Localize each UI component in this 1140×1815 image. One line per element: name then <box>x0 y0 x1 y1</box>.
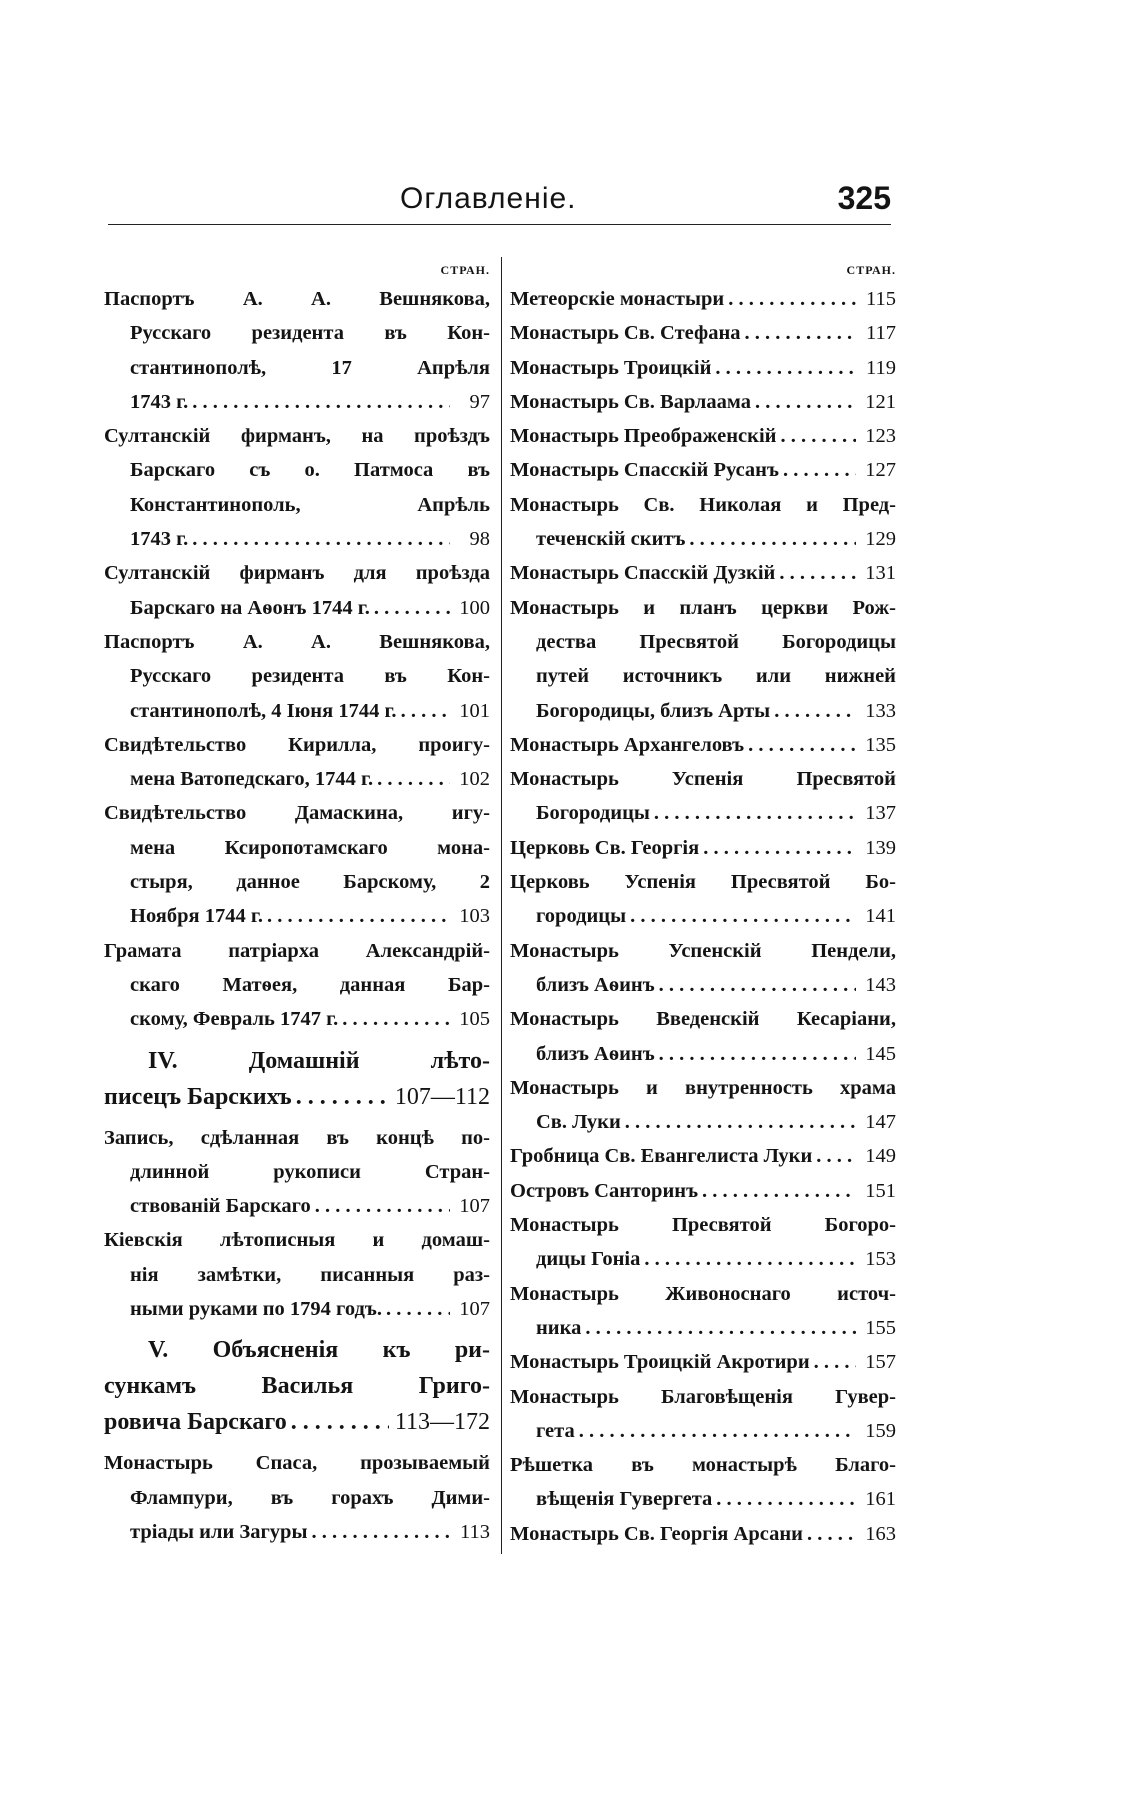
toc-entry <box>510 488 896 557</box>
entry-text-line: стыря, данное Барскому, 2 <box>130 871 490 894</box>
entry-text-line: вѣщенія Гувергета <box>536 1488 713 1511</box>
entry-text-line: Русскаго резидента въ Кон- <box>130 665 490 688</box>
entry-text-line: Монастырь Живоноснаго источ- <box>510 1282 896 1305</box>
entry-page-number: 137 <box>865 802 896 825</box>
entry-page-number: 107—112 <box>394 1083 490 1110</box>
entry-text-line: сункамъ Василья Григо- <box>104 1373 490 1400</box>
entry-text-line: Церковь Св. Георгія <box>510 836 700 859</box>
toc-entry <box>510 591 896 728</box>
toc-entry <box>104 625 490 728</box>
entry-text-line: Монастырь и планъ церкви Рож- <box>510 596 896 619</box>
entry-page-number: 145 <box>865 1042 896 1065</box>
toc-entry <box>510 1380 896 1449</box>
dot-leader <box>401 694 450 728</box>
entry-text-line: гета <box>536 1419 575 1442</box>
entry-text-line: Константинополь, Апрѣль <box>130 493 490 516</box>
entry-text-line: Паспортъ А. А. Вешнякова, <box>104 630 490 653</box>
toc-entry <box>510 419 896 453</box>
entry-text-line: IV. Домашній лѣто- <box>148 1047 490 1074</box>
entry-text-line: Паспортъ А. А. Вешнякова, <box>104 288 490 310</box>
entry-text-line: длинной рукописи Стран- <box>130 1160 490 1183</box>
entry-text-line: Монастырь Троицкій <box>510 356 712 379</box>
entry-text-line: Св. Луки <box>536 1111 621 1134</box>
entry-page-number: 163 <box>865 1522 896 1545</box>
entry-text-line: Монастырь Успенія Пресвятой <box>510 768 896 791</box>
entry-text-line: теченскій скитъ <box>536 528 686 551</box>
entry-text-line: мена Ксиропотамскаго мона- <box>130 836 490 859</box>
entry-text-line: ника <box>536 1316 582 1339</box>
entry-text-line: мена Ватопедскаго, 1744 г. <box>130 768 374 791</box>
entry-text-line: Барскаго съ о. Патмоса въ <box>130 459 490 482</box>
section-v-heading <box>104 1332 490 1440</box>
entry-page-number: 131 <box>865 562 896 585</box>
entry-page-number: 101 <box>459 699 490 722</box>
entry-page-number: 123 <box>865 425 896 448</box>
toc-entry <box>104 728 490 797</box>
dot-leader <box>267 899 450 933</box>
entry-text-line: ствованій Барскаго <box>130 1195 311 1218</box>
entry-text-line: Монастырь Св. Стефана <box>510 322 741 345</box>
right-column <box>510 263 896 1551</box>
entry-page-number: 139 <box>865 836 896 859</box>
dot-leader <box>783 453 856 487</box>
entry-text-line: Монастырь Преображенскій <box>510 425 777 448</box>
entry-text-line: тріады или Загуры <box>130 1520 308 1543</box>
dot-leader <box>291 1404 389 1440</box>
entry-text-line: Рѣшетка въ монастырѣ Благо- <box>510 1454 896 1477</box>
dot-leader <box>630 899 856 933</box>
toc-entry <box>510 934 896 1003</box>
entry-text-line: Запись, сдѣланная въ концѣ по- <box>104 1126 490 1149</box>
entry-text-line: Монастырь Благовѣщенія Гувер- <box>510 1385 896 1408</box>
entry-text-line: Монастырь Успенскій Пендели, <box>510 939 896 962</box>
entry-page-number: 153 <box>865 1248 896 1271</box>
entry-page-number: 155 <box>865 1316 896 1339</box>
page-title: Оглавленіе. <box>400 182 577 215</box>
entry-text-line: городицы <box>536 905 627 928</box>
entry-text-line: стантинополѣ, 4 Іюня 1744 г. <box>130 699 397 722</box>
entry-text-line: Островъ Санторинъ <box>510 1179 699 1202</box>
dot-leader <box>779 556 856 590</box>
entry-page-number: 102 <box>459 768 490 791</box>
page-header <box>108 182 891 222</box>
toc-entry <box>510 1071 896 1140</box>
entry-text-line: Гробница Св. Евангелиста Луки <box>510 1145 813 1168</box>
dot-leader <box>377 762 450 796</box>
toc-entry <box>104 556 490 625</box>
dot-leader <box>807 1517 856 1551</box>
entry-page-number: 141 <box>865 905 896 928</box>
dot-leader <box>748 728 856 762</box>
entry-text-line: Метеорскіе монастыри <box>510 288 725 310</box>
dot-leader <box>374 591 450 625</box>
column-divider <box>501 257 502 1554</box>
dot-leader <box>716 1482 856 1516</box>
entry-page-number: 98 <box>469 528 490 551</box>
entry-page-number: 107 <box>459 1195 490 1218</box>
entry-page-number: 119 <box>866 356 896 379</box>
toc-entry <box>510 831 896 865</box>
toc-entry <box>510 282 896 316</box>
dot-leader <box>728 282 856 316</box>
entry-text-line: Монастырь Архангеловъ <box>510 733 745 756</box>
entry-page-number: 157 <box>865 1351 896 1374</box>
entry-text-line: скаго Матѳея, данная Бар- <box>130 973 490 996</box>
entry-text-line: скому, Февраль 1747 г. <box>130 1008 339 1031</box>
entry-text-line: ровича Барскаго <box>104 1409 287 1436</box>
entry-text-line: близъ Аѳинъ <box>536 973 655 996</box>
entry-text-line: Кіевскія лѣтописныя и домаш- <box>104 1229 490 1252</box>
toc-entry <box>510 1277 896 1346</box>
dot-leader <box>814 1345 856 1379</box>
dot-leader <box>192 522 450 556</box>
entry-page-number: 129 <box>865 528 896 551</box>
toc-entry <box>104 1223 490 1326</box>
entry-text-line: Свидѣтельство Кирилла, проигу- <box>104 733 490 756</box>
entry-page-number: 113—172 <box>394 1409 490 1436</box>
section-heading <box>104 1043 490 1115</box>
entry-page-number: 151 <box>865 1179 896 1202</box>
entry-text-line: V. Объясненія къ ри- <box>148 1337 490 1364</box>
entry-text-line: Султанскій фирманъ, на проѣздъ <box>104 425 490 448</box>
entry-page-number: 115 <box>866 288 896 310</box>
dot-leader <box>654 796 856 830</box>
dot-leader <box>816 1139 856 1173</box>
toc-entry <box>510 316 896 350</box>
entry-text-line: Монастырь Спаса, прозываемый <box>104 1452 490 1475</box>
dot-leader <box>774 694 856 728</box>
toc-entry <box>510 1139 896 1173</box>
toc-entry <box>510 1002 896 1071</box>
entry-text-line: Богородицы <box>536 802 650 825</box>
entry-text-line: Монастырь Спасскій Дузкій <box>510 562 776 585</box>
entry-page-number: 135 <box>865 733 896 756</box>
entry-page-number: 100 <box>459 596 490 619</box>
entry-page-number: 147 <box>865 1111 896 1134</box>
dot-leader <box>296 1079 389 1115</box>
entry-page-number: 133 <box>865 699 896 722</box>
entry-text-line: писецъ Барскихъ <box>104 1083 292 1110</box>
entry-text-line: Флампури, въ горахъ Дими- <box>130 1486 490 1509</box>
entry-page-number: 143 <box>865 973 896 996</box>
dot-leader <box>342 1002 450 1036</box>
toc-entry <box>510 351 896 385</box>
entry-page-number: 113 <box>460 1520 490 1543</box>
toc-entry <box>104 282 490 419</box>
dot-leader <box>755 385 856 419</box>
entry-text-line: 1743 г. <box>130 528 189 551</box>
dot-leader <box>659 968 856 1002</box>
dot-leader <box>689 522 856 556</box>
toc-entry <box>104 934 490 1037</box>
entry-text-line: Монастырь Св. Николая и Пред- <box>510 493 896 516</box>
left-column-heading: СТРАН. <box>440 263 490 277</box>
dot-leader <box>715 351 856 385</box>
entry-page-number: 149 <box>865 1145 896 1168</box>
dot-leader <box>579 1414 856 1448</box>
entry-text-line: нія замѣтки, писанныя раз- <box>130 1263 490 1286</box>
entry-text-line: стантинополѣ, 17 Апрѣля <box>130 356 490 379</box>
toc-entry <box>510 1174 896 1208</box>
entry-text-line: дества Пресвятой Богородицы <box>536 630 896 653</box>
entry-text-line: Монастырь Св. Варлаама <box>510 390 751 413</box>
entry-text-line: Ноября 1744 г. <box>130 905 264 928</box>
toc-entry <box>104 1446 490 1549</box>
dot-leader <box>659 1037 856 1071</box>
entry-text-line: Султанскій фирманъ для проѣзда <box>104 562 490 585</box>
toc-entry <box>510 453 896 487</box>
dot-leader <box>745 316 856 350</box>
right-entries <box>510 282 896 1551</box>
entry-page-number: 105 <box>459 1008 490 1031</box>
entry-text-line: Русскаго резидента въ Кон- <box>130 322 490 345</box>
entry-text-line: Монастырь Св. Георгія Арсани <box>510 1522 803 1545</box>
entry-text-line: Монастырь Спасскій Русанъ <box>510 459 779 482</box>
entry-page-number: 103 <box>459 905 490 928</box>
left-column <box>104 263 490 1549</box>
entry-page-number: 117 <box>866 322 896 345</box>
dot-leader <box>780 419 856 453</box>
entry-text-line: Грамата патріарха Александрій- <box>104 939 490 962</box>
entry-text-line: ными руками по 1794 годъ. <box>130 1298 382 1321</box>
toc-entry <box>510 1517 896 1551</box>
dot-leader <box>311 1515 450 1549</box>
toc-entry <box>104 796 490 933</box>
page-number: 325 <box>837 180 891 216</box>
toc-entry <box>510 1448 896 1517</box>
entry-text-line: Монастырь и внутренность храма <box>510 1076 896 1099</box>
toc-entry <box>510 556 896 590</box>
toc-entry <box>510 385 896 419</box>
toc-entry <box>510 762 896 831</box>
entry-text-line: дицы Гоніа <box>536 1248 641 1271</box>
entry-text-line: Церковь Успенія Пресвятой Бо- <box>510 871 896 894</box>
toc-entry <box>510 865 896 934</box>
dot-leader <box>644 1242 856 1276</box>
entry-text-line: 1743 г. <box>130 390 189 413</box>
header-rule <box>108 224 891 225</box>
entry-text-line: Монастырь Введенскій Кесаріани, <box>510 1008 896 1031</box>
entry-page-number: 159 <box>865 1419 896 1442</box>
dot-leader <box>192 385 450 419</box>
toc-entry <box>510 728 896 762</box>
entry-page-number: 121 <box>865 390 896 413</box>
toc-entry <box>510 1208 896 1277</box>
section-iv-heading <box>104 1043 490 1115</box>
dot-leader <box>386 1292 450 1326</box>
toc-entry <box>104 1121 490 1224</box>
dot-leader <box>625 1105 856 1139</box>
entry-page-number: 97 <box>469 390 490 413</box>
left-entries-b <box>104 1121 490 1327</box>
entry-text-line: Барскаго на Аѳонъ 1744 г. <box>130 596 370 619</box>
dot-leader <box>702 1174 856 1208</box>
dot-leader <box>585 1311 856 1345</box>
entry-page-number: 107 <box>459 1298 490 1321</box>
right-column-heading: СТРАН. <box>846 263 896 277</box>
entry-page-number: 127 <box>865 459 896 482</box>
entry-page-number: 161 <box>865 1488 896 1511</box>
dot-leader <box>703 831 856 865</box>
left-entries-c <box>104 1446 490 1549</box>
entry-text-line: Свидѣтельство Дамаскина, игу- <box>104 802 490 825</box>
toc-entry <box>104 419 490 556</box>
entry-text-line: Монастырь Пресвятой Богоро- <box>510 1214 896 1237</box>
section-heading <box>104 1332 490 1440</box>
left-entries-a <box>104 282 490 1037</box>
entry-text-line: Богородицы, близъ Арты <box>536 699 771 722</box>
entry-text-line: путей источникъ или нижней <box>536 665 896 688</box>
toc-entry <box>510 1345 896 1379</box>
entry-text-line: Монастырь Троицкій Акротири <box>510 1351 810 1374</box>
entry-text-line: близъ Аѳинъ <box>536 1042 655 1065</box>
dot-leader <box>315 1189 450 1223</box>
